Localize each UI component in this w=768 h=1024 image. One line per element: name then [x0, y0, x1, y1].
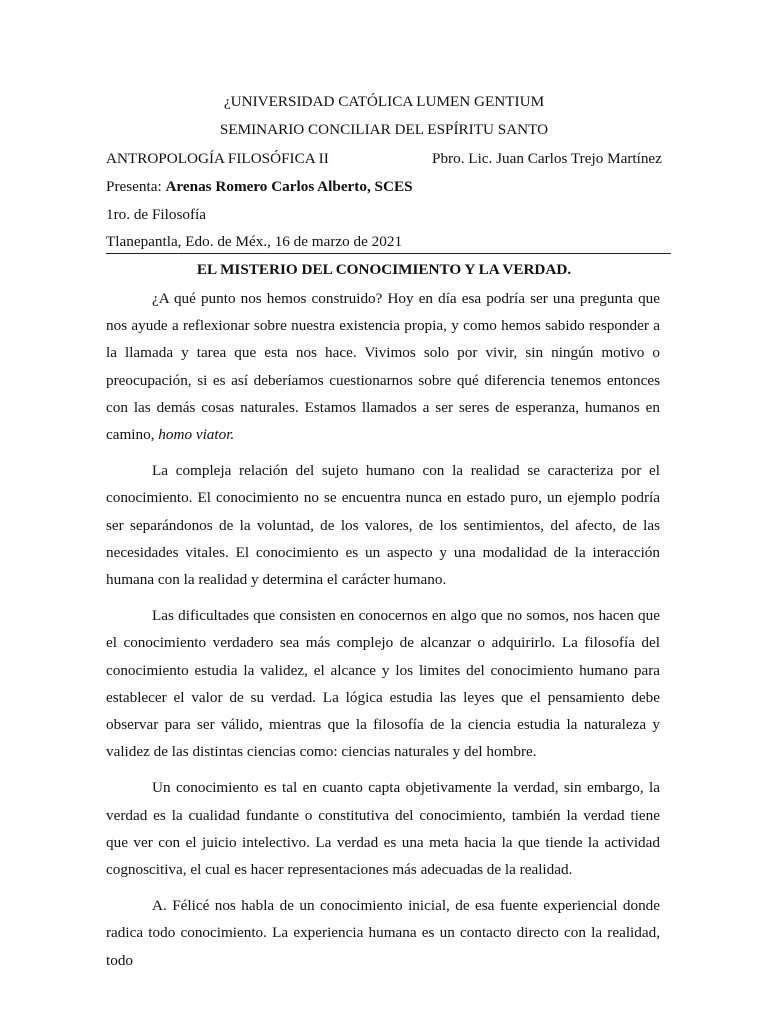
essay-title: EL MISTERIO DEL CONOCIMIENTO Y LA VERDAD.: [196, 261, 572, 278]
presenter-label: Presenta:: [106, 178, 166, 195]
presenter-name: Arenas Romero Carlos Alberto, SCES: [165, 178, 413, 195]
paragraph-5: A. Félicé nos habla de un conocimiento inicial, de esa fuente experiencial donde radica todo conocimiento. La experiencia humana es un contacto directo con la realidad, todo: [106, 897, 660, 969]
university-heading: ¿UNIVERSIDAD CATÓLICA LUMEN GENTIUM: [223, 93, 545, 110]
paragraph-1-text: ¿A qué punto nos hemos construido? Hoy en día esa podría ser una pregunta que nos ayude a reflexionar sobre nuestra existencia propia, y como hemos sabido responder a la llamada y tarea que esta nos hace. Vivimos solo por vivir, sin ningún motivo o preocupación, si es así deberíamos cuestionarnos sobre qué diferencia tenemos entonces con las demás cosas naturales. Estamos llamados a ser seres de esperanza, humanos en camino,: [106, 290, 660, 444]
paragraph-3: Las dificultades que consisten en conocernos en algo que no somos, nos hacen que el conocimiento verdadero sea más complejo de alcanzar o adquirirlo. La filosofía del conocimiento estudia la validez, el alcance y los limites del conocimiento humano para establecer el valor de su verdad. La lógica estudia las leyes que el pensamiento debe observar para ser válido, mientras que la filosofía de la ciencia estudia la naturaleza y validez de las distintas ciencias como: ciencias naturales y del hombre.: [106, 607, 660, 761]
essay-body: [106, 285, 660, 974]
paragraph-4: Un conocimiento es tal en cuanto capta objetivamente la verdad, sin embargo, la verdad es la cualidad fundante o constitutiva del conocimiento, también la verdad tiene que ver con el juicio intelectivo. La verdad es una meta hacia la que tiende la actividad cognoscitiva, el cual es hacer representaciones más adecuadas de la realidad.: [106, 779, 660, 879]
paragraph-1-emphasis: homo viator.: [158, 426, 235, 444]
course-name: ANTROPOLOGÍA FILOSÓFICA II: [106, 150, 329, 167]
paragraph-1: [106, 285, 660, 448]
academic-level: 1ro. de Filosofía: [106, 206, 206, 223]
header-divider: [106, 253, 671, 254]
place-date: Tlanepantla, Edo. de Méx., 16 de marzo de 2021: [106, 233, 403, 250]
professor-name: Pbro. Lic. Juan Carlos Trejo Martínez: [432, 150, 662, 167]
seminary-heading: SEMINARIO CONCILIAR DEL ESPÍRITU SANTO: [219, 121, 549, 138]
presenter-line: [106, 177, 413, 197]
paragraph-2: La compleja relación del sujeto humano con la realidad se caracteriza por el conocimiento. El conocimiento no se encuentra nunca en estado puro, un ejemplo podría ser separándonos de la voluntad, de los valores, de los sentimientos, del afecto, de las necesidades vitales. El conocimiento es un aspecto y una modalidad de la interacción humana con la realidad y determina el carácter humano.: [106, 462, 660, 589]
